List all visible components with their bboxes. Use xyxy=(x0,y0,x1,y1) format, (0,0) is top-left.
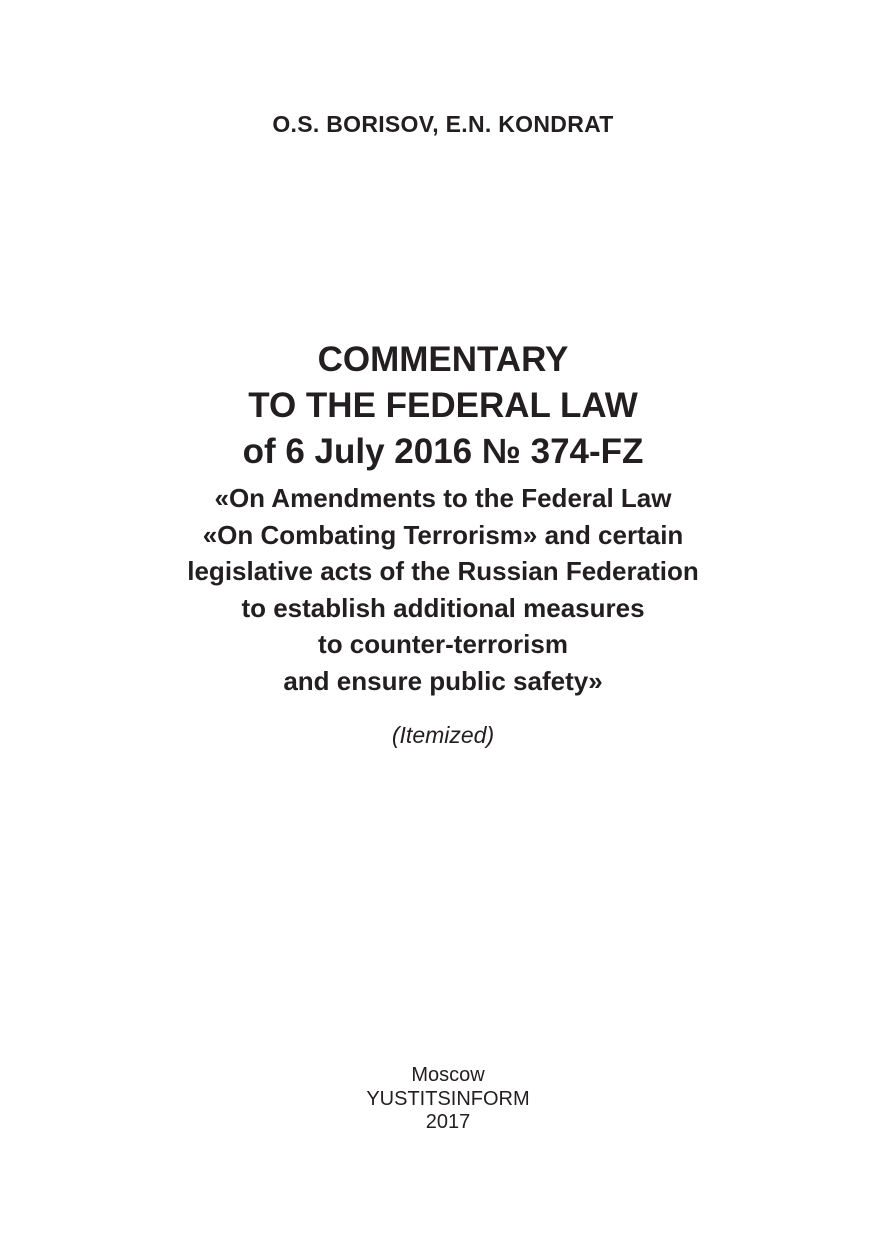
subtitle-line-2: «On Combating Terrorism» and certain xyxy=(202,519,684,550)
subtitle-line-6: and ensure public safety» xyxy=(283,665,603,696)
imprint-publisher: YUSTITSINFORM xyxy=(366,1087,530,1110)
subtitle-line-5: to counter-terrorism xyxy=(318,629,568,659)
imprint-city: Moscow xyxy=(411,1064,485,1086)
imprint xyxy=(0,1064,886,1135)
subtitle-line-4: to establish additional measures xyxy=(241,592,645,623)
title-line-1: COMMENTARY xyxy=(317,340,569,379)
book-subtitle xyxy=(0,480,886,699)
edition-note: (Itemized) xyxy=(391,722,495,748)
subtitle-line-1: «On Amendments to the Federal Law xyxy=(214,483,672,513)
authors: O.S. BORISOV, E.N. KONDRAT xyxy=(272,111,614,137)
title-line-3: of 6 July 2016 № 374-FZ xyxy=(242,432,644,471)
book-title xyxy=(0,337,886,475)
title-line-2: TO THE FEDERAL LAW xyxy=(248,386,638,425)
subtitle-line-3: legislative acts of the Russian Federation xyxy=(187,556,699,586)
imprint-year: 2017 xyxy=(425,1111,471,1133)
